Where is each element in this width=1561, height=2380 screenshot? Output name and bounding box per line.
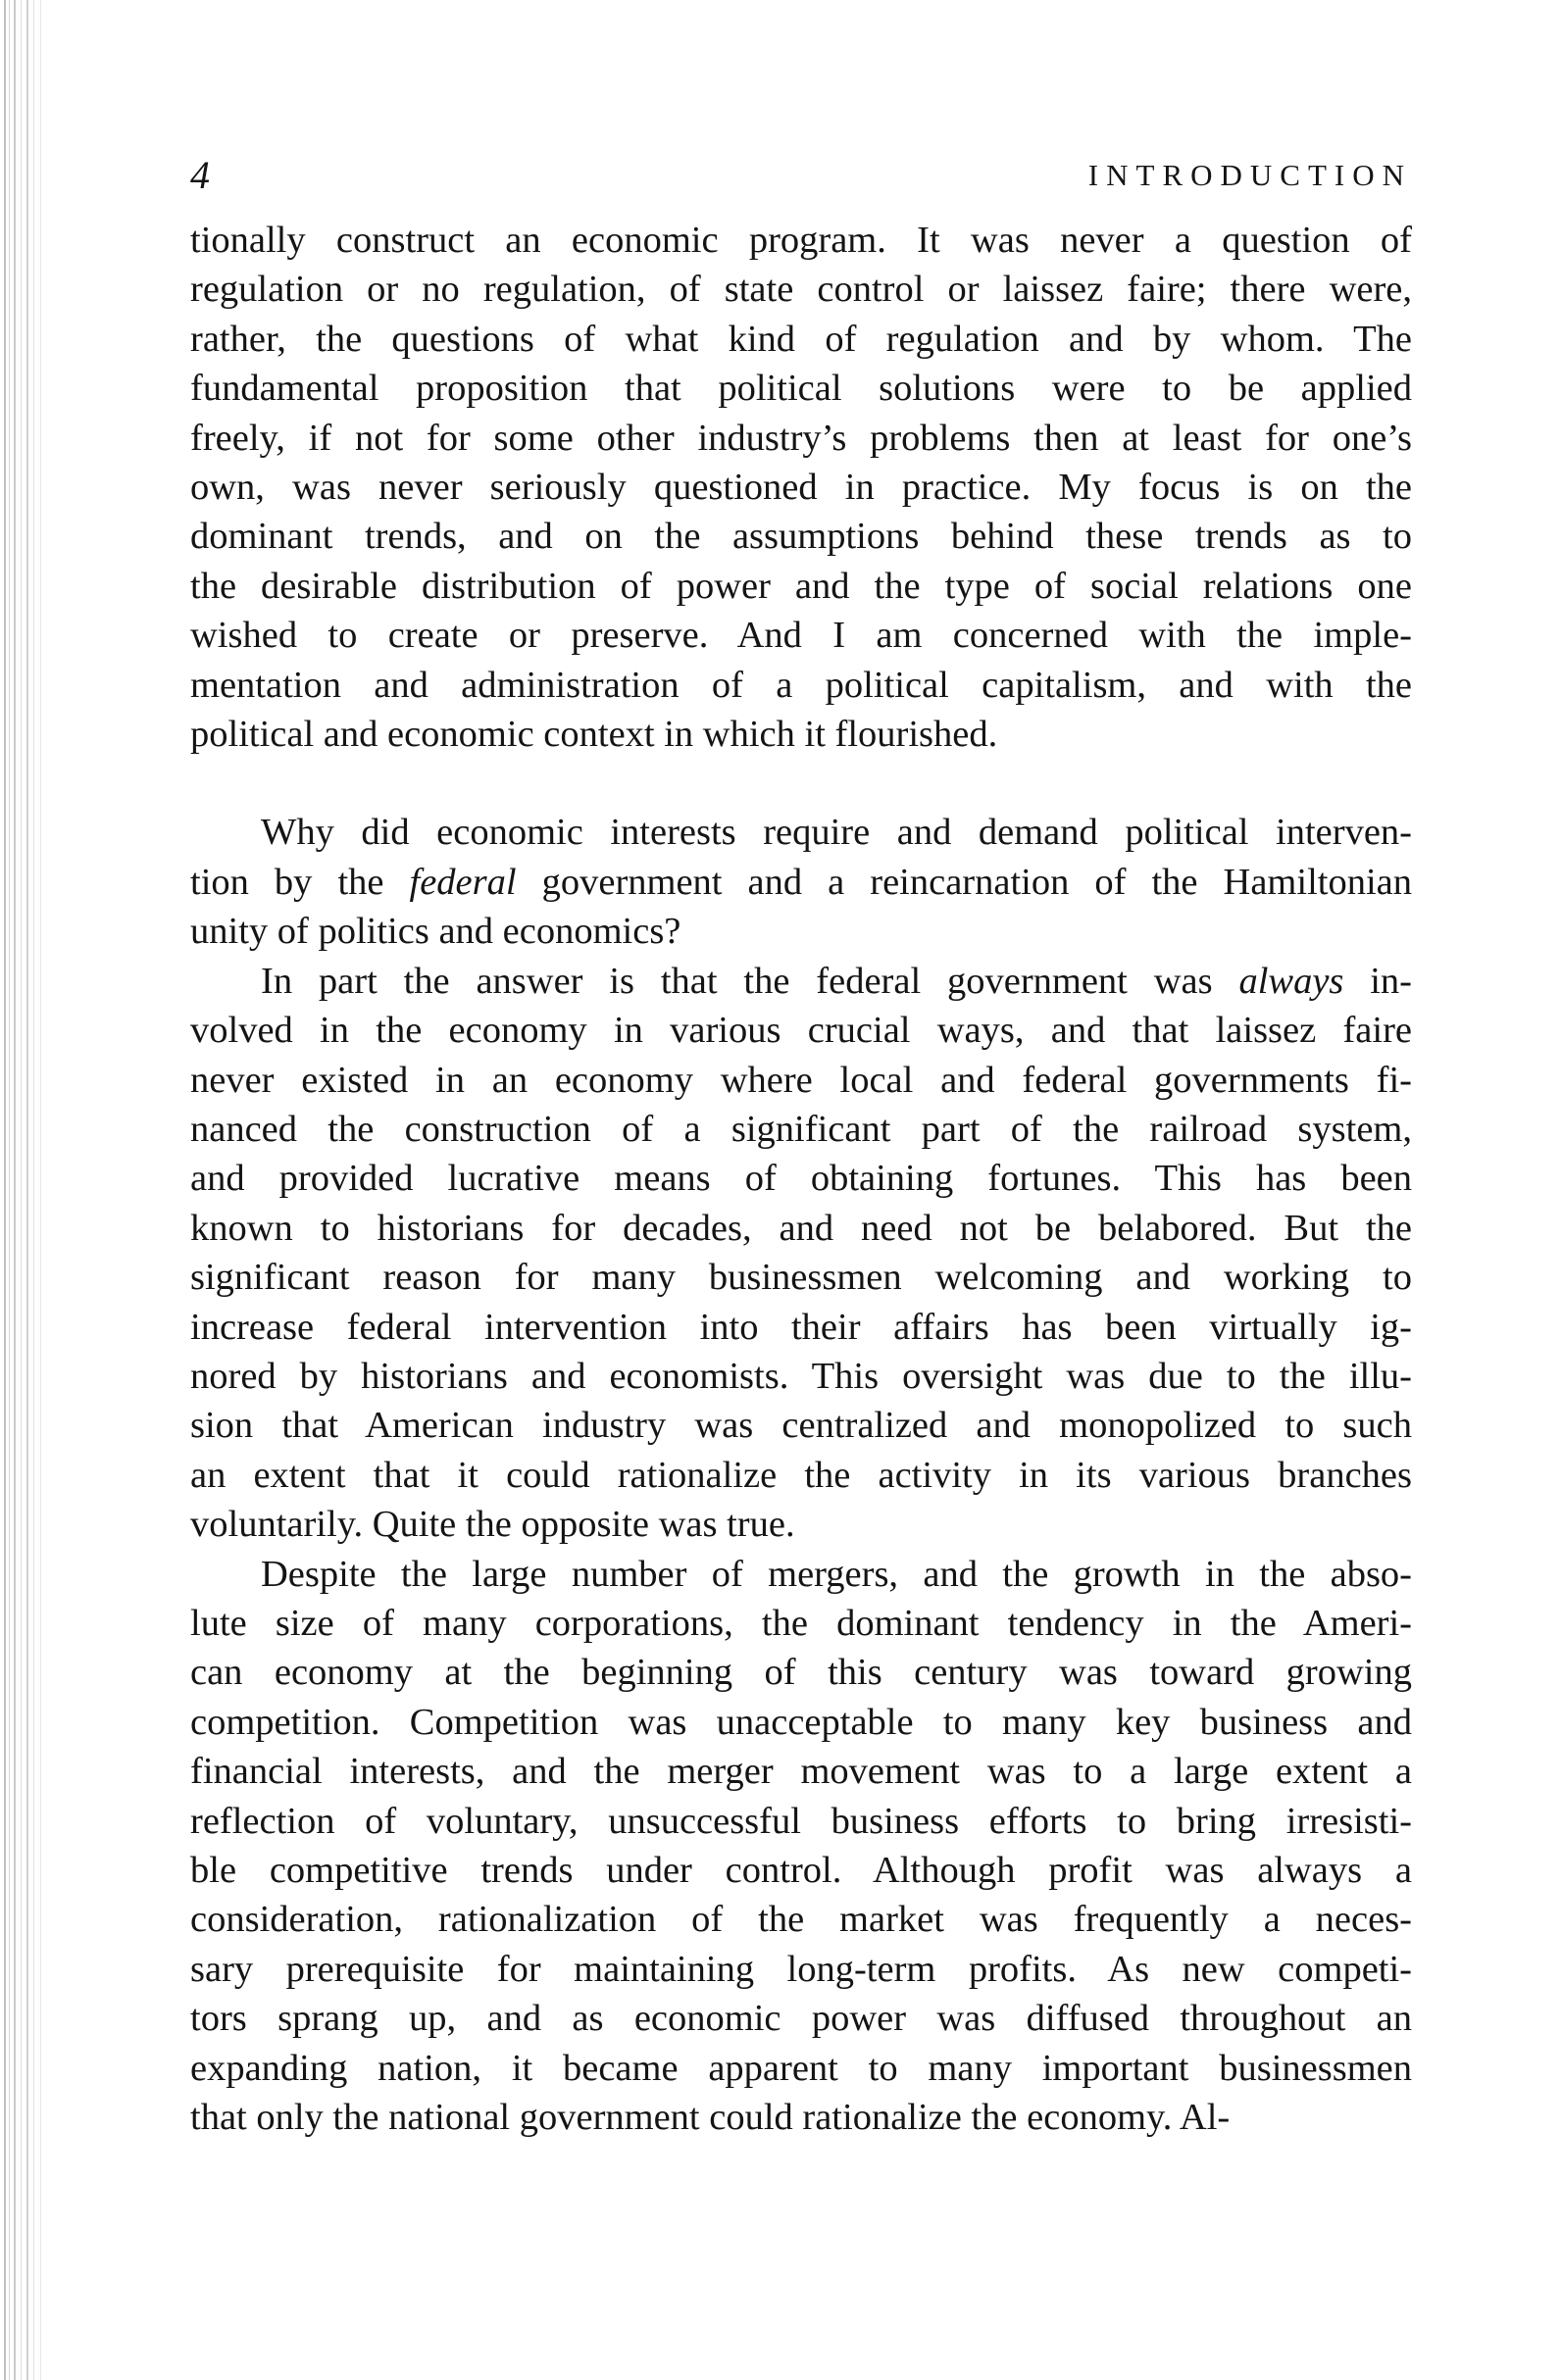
text-line: rather, the questions of what kind of regulation and by whom. The bbox=[190, 318, 1412, 360]
text-line: can economy at the beginning of this century was toward growing bbox=[190, 1652, 1412, 1694]
text-line: never existed in an economy where local and federal governments fi- bbox=[190, 1059, 1412, 1101]
text-line: an extent that it could rationalize the activity in its various branches bbox=[190, 1454, 1412, 1496]
text-line: reflection of voluntary, unsuccessful business efforts to bring irresisti- bbox=[190, 1800, 1412, 1842]
text-line: dominant trends, and on the assumptions behind these trends as to bbox=[190, 516, 1412, 558]
text-line: known to historians for decades, and need not be belabored. But the bbox=[190, 1207, 1412, 1249]
text-line: In part the answer is that the federal government was always in- bbox=[261, 960, 1412, 1002]
text-line: lute size of many corporations, the dominant tendency in the Ameri- bbox=[190, 1602, 1412, 1644]
paragraph bbox=[190, 957, 1412, 1550]
text-line: political and economic context in which it flourished. bbox=[190, 714, 998, 756]
emphasis: federal bbox=[409, 861, 517, 903]
text-line: sion that American industry was centralized and monopolized to such bbox=[190, 1405, 1412, 1447]
text-line: own, was never seriously questioned in practice. My focus is on the bbox=[190, 467, 1412, 509]
text-line: unity of politics and economics? bbox=[190, 911, 681, 953]
text-line: wished to create or preserve. And I am concerned with the imple- bbox=[190, 615, 1412, 657]
section-break bbox=[190, 759, 1412, 808]
running-head bbox=[190, 145, 1412, 206]
text-line: sary prerequisite for maintaining long-term profits. As new competi- bbox=[190, 1948, 1412, 1990]
chapter-title: INTRODUCTION bbox=[1087, 158, 1412, 192]
text-line: nanced the construction of a significant part of the railroad system, bbox=[190, 1108, 1412, 1150]
text-line: increase federal intervention into their affairs has been virtually ig- bbox=[190, 1306, 1412, 1348]
text-line: volved in the economy in various crucial ways, and that laissez faire bbox=[190, 1010, 1412, 1052]
paragraph bbox=[190, 1550, 1412, 2143]
text-line: financial interests, and the merger movement was to a large extent a bbox=[190, 1751, 1412, 1793]
book-page bbox=[190, 145, 1412, 2142]
text-line: the desirable distribution of power and the type of social relations one bbox=[190, 565, 1412, 607]
text-line: tors sprang up, and as economic power was diffused throughout an bbox=[190, 1998, 1412, 2040]
text-line: fundamental proposition that political solutions were to be applied bbox=[190, 368, 1412, 410]
body-text bbox=[190, 216, 1412, 2142]
text-line: tionally construct an economic program. It was never a question of bbox=[190, 220, 1412, 261]
text-line: consideration, rationalization of the market was frequently a neces- bbox=[190, 1899, 1412, 1941]
text-line: ble competitive trends under control. Although profit was always a bbox=[190, 1850, 1412, 1891]
text-line: freely, if not for some other industry’s problems then at least for one’s bbox=[190, 417, 1412, 459]
text-line: regulation or no regulation, of state control or laissez faire; there were, bbox=[190, 269, 1412, 311]
text-line: mentation and administration of a political capitalism, and with the bbox=[190, 664, 1412, 706]
page-number: 4 bbox=[190, 153, 210, 197]
text-line: tion by the federal government and a reincarnation of the Hamiltonian bbox=[190, 861, 1412, 903]
paragraph bbox=[190, 216, 1412, 759]
text-line: Why did economic interests require and demand political interven- bbox=[261, 812, 1412, 854]
emphasis: always bbox=[1238, 960, 1344, 1002]
text-line: significant reason for many businessmen welcoming and working to bbox=[190, 1257, 1412, 1299]
text-line: and provided lucrative means of obtaining fortunes. This has been bbox=[190, 1158, 1412, 1200]
text-line: competition. Competition was unacceptable to many key business and bbox=[190, 1701, 1412, 1743]
text-line: Despite the large number of mergers, and the growth in the abso- bbox=[261, 1553, 1412, 1595]
text-line: that only the national government could rationalize the economy. Al- bbox=[190, 2097, 1231, 2139]
text-line: voluntarily. Quite the opposite was true. bbox=[190, 1504, 795, 1546]
scan-binding-edge bbox=[0, 0, 59, 2380]
paragraph bbox=[190, 808, 1412, 956]
text-line: nored by historians and economists. This oversight was due to the illu- bbox=[190, 1355, 1412, 1397]
text-line: expanding nation, it became apparent to many important businessmen bbox=[190, 2047, 1412, 2089]
